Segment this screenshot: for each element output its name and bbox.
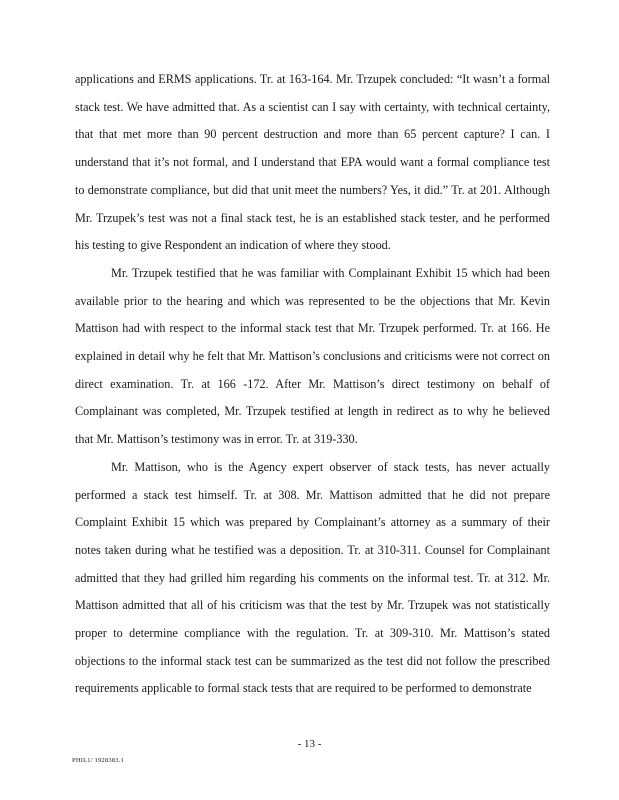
body-text [75, 66, 550, 703]
document-id: PHIL1/ 1928383.1 [72, 757, 124, 764]
paragraph-2: Mr. Trzupek testified that he was familiar with Complainant Exhibit 15 which had been available prior to the hearing and which was represented to be the objections that Mr. Kevin Mattison had with respect to the informal stack test that Mr. Trzupek performed. Tr. at 166. He explained in detail why he felt that Mr. Mattison’s conclusions and criticisms were not correct on direct examination. Tr. at 166 -172. After Mr. Mattison’s direct testimony on behalf of Complainant was completed, Mr. Trzupek testified at length in redirect as to why he believed that Mr. Mattison’s testimony was in error. Tr. at 319-330. [75, 265, 550, 447]
page-number: - 13 - [297, 738, 322, 750]
paragraph-1: applications and ERMS applications. Tr. at 163-164. Mr. Trzupek concluded: “It wasn’t a formal stack test. We have admitted that. As a scientist can I say with certainty, with technical certainty, that that met more than 90 percent destruction and more than 65 percent capture? I can. I understand that it’s not formal, and I understand that EPA would want a formal compliance test to demonstrate compliance, but did that unit meet the numbers? Yes, it did.” Tr. at 201. Although Mr. Trzupek’s test was not a final stack test, he is an established stack tester, and he performed his testing to give Respondent an indication of where they stood. [75, 72, 550, 253]
paragraph-3: Mr. Mattison, who is the Agency expert observer of stack tests, has never actually performed a stack test himself. Tr. at 308. Mr. Mattison admitted that he did not prepare Complaint Exhibit 15 which was prepared by Complainant’s attorney as a summary of their notes taken during what he testified was a deposition. Tr. at 310-311. Counsel for Complainant admitted that they had grilled him regarding his comments on the informal test. Tr. at 312. Mr. Mattison admitted that all of his criticism was that the test by Mr. Trzupek was not statistically proper to determine compliance with the regulation. Tr. at 309-310. Mr. Mattison’s stated objections to the informal stack test can be summarized as the test did not follow the prescribed requirements applicable to formal stack tests that are required to be performed to demonstrate [75, 459, 550, 696]
